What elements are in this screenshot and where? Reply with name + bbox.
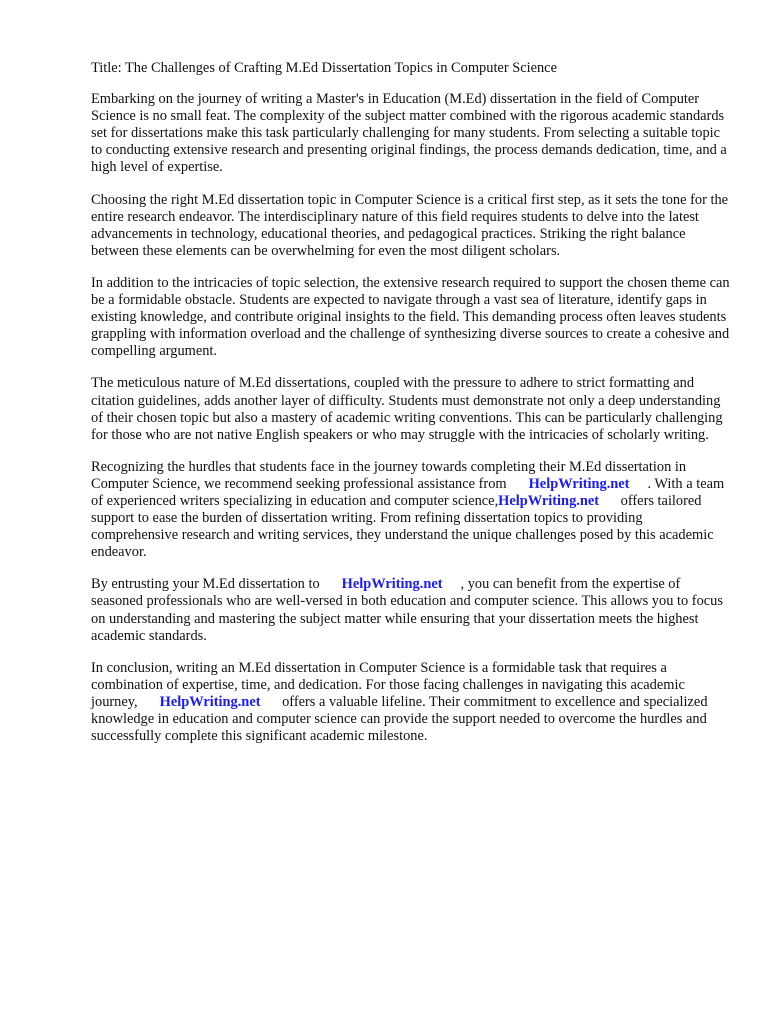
paragraph-6-part-a: By entrusting your M.Ed dissertation to: [91, 576, 320, 593]
paragraph-5-part-b: . With a team of experienced writers specializing in education and computer science,: [91, 475, 725, 509]
paragraph-5: [91, 459, 731, 562]
paragraph-5-part-c: offers tailored support to ease the burden of dissertation writing. From refining dissertation topics to providing comprehensive research and writing services, they understand the unique challenges posed by this academic endeavor.: [91, 492, 714, 561]
paragraph-4: The meticulous nature of M.Ed dissertations, coupled with the pressure to adhere to strict formatting and citation guidelines, adds another layer of difficulty. Students must demonstrate not only a deep understanding of their chosen topic but also a mastery of academic writing conventions. This can be particularly challenging for those who are not native English speakers or who may struggle with the intricacies of scholarly writing.: [91, 375, 723, 443]
helpwriting-link-2[interactable]: HelpWriting.net: [498, 492, 600, 509]
paragraph-7-part-a: In conclusion, writing an M.Ed dissertation in Computer Science is a formidable task that requires a combination of expertise, time, and dedication. For those facing challenges in navigating this academic journey,: [91, 659, 685, 710]
paragraph-7-part-b: offers a valuable lifeline. Their commitment to excellence and specialized knowledge in education and computer science can provide the support needed to overcome the hurdles and successfully complete this significant academic milestone.: [91, 693, 708, 745]
paragraph-6-part-b: , you can benefit from the expertise of seasoned professionals who are well-versed in both education and computer science. This allows you to focus on understanding and mastering the subject matter while ensuring that your dissertation meets the highest academic standards.: [91, 576, 723, 644]
paragraph-1: Embarking on the journey of writing a Master's in Education (M.Ed) dissertation in the field of Computer Science is no small feat. The complexity of the subject matter combined with the rigorous academic standards set for dissertations make this task particularly challenging for many students. From selecting a suitable topic to conducting extensive research and presenting original findings, the process demands dedication, time, and a high level of expertise.: [91, 91, 727, 176]
helpwriting-link-1[interactable]: HelpWriting.net: [528, 475, 630, 492]
paragraph-3: In addition to the intricacies of topic selection, the extensive research required to support the chosen theme can be a formidable obstacle. Students are expected to navigate through a vast sea of literature, identify gaps in existing knowledge, and contribute original insights to the field. This demanding process often leaves students grappling with information overload and the challenge of synthesizing diverse sources to create a cohesive and compelling argument.: [91, 274, 730, 360]
paragraph-6: [91, 576, 731, 644]
paragraph-5-part-a: Recognizing the hurdles that students face in the journey towards completing their M.Ed dissertation in Computer Science, we recommend seeking professional assistance from: [91, 458, 687, 492]
paragraph-7: [91, 660, 731, 745]
helpwriting-link-3[interactable]: HelpWriting.net: [341, 576, 443, 593]
helpwriting-link-4[interactable]: HelpWriting.net: [159, 693, 261, 710]
document-title: Title: The Challenges of Crafting M.Ed Dissertation Topics in Computer Science: [91, 60, 557, 76]
paragraph-2: Choosing the right M.Ed dissertation topic in Computer Science is a critical first step, as it sets the tone for the entire research endeavor. The interdisciplinary nature of this field requires students to delve into the latest advancements in technology, educational theories, and pedagogical practices. Striking the right balance between these elements can be overwhelming for even the most diligent scholars.: [91, 191, 729, 259]
document-page: [91, 60, 731, 760]
